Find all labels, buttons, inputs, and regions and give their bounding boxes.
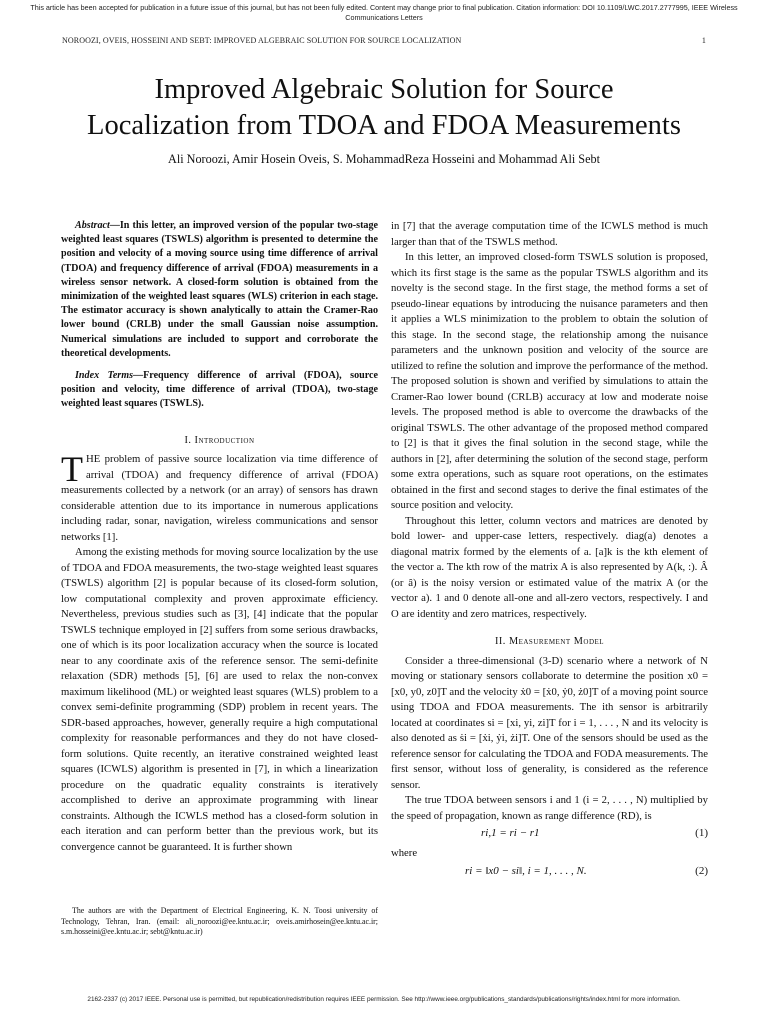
index-terms-lead: Index Terms (75, 370, 134, 382)
intro-paragraph-1-text: HE problem of passive source localization via time difference of arrival (TDOA) and frequency difference of arrival (FDOA) measurements collected by a network (or an array) of sensors has drawn considerable attention due to its importance in numerous applications including radar, sonar, navigation, wireless communications and sensor networks [1]. (61, 453, 378, 543)
right-column (391, 219, 708, 882)
model-paragraph-2: The true TDOA between sensors i and 1 (i = 2, . . . , N) multiplied by the speed of propagation, known as range difference (RD), is (391, 794, 708, 822)
where-text: where (391, 847, 418, 859)
equation-1-expression: ri,1 = ri − r1 (481, 827, 540, 839)
publication-notice: This article has been accepted for publication in a future issue of this journal, but has not been fully edited. Content may change prior to final publication. Citation information: DOI 10.1109/LWC.2017.2777995, IEEE Wireless Communications Letters (30, 3, 738, 22)
equation-2-number: (2) (695, 864, 708, 877)
equation-2 (391, 862, 708, 882)
abstract-lead: Abstract (75, 220, 110, 231)
abstract (61, 219, 378, 361)
section-heading-introduction: I. Introduction (184, 434, 255, 446)
author-list: Ali Noroozi, Amir Hosein Oveis, S. MohammadReza Hosseini and Mohammad Ali Sebt (168, 152, 600, 166)
index-terms-text: —Frequency difference of arrival (FDOA), source position and velocity, time difference of arrival (TDOA), two-stage weighted least squares (TSWLS). (61, 370, 378, 410)
paper-title (20, 72, 748, 144)
section-heading-measurement-model: II. Measurement Model (494, 636, 605, 647)
index-terms (61, 369, 378, 412)
running-header-text: NOROOZI, OVEIS, HOSSEINI AND SEBT: IMPROVED ALGEBRAIC SOLUTION FOR SOURCE LOCALIZATION (62, 36, 462, 45)
notation-paragraph: Throughout this letter, column vectors and matrices are denoted by bold lower- and upper-case letters, respectively. diag(a) denotes a diagonal matrix formed by the elements of a. [a]k is the kth element of the vector a. The kth row of the matrix A is also represented by A(k, :). Â (or â) is the noisy version or estimated value of the matrix A (or the vector a). 1 and 0 denote all-one and all-zero vectors, respectively. I and O are identity and zero matrices, respectively. (391, 514, 708, 620)
running-header (62, 36, 706, 45)
title-line-1: Improved Algebraic Solution for Source (154, 74, 614, 105)
right-paragraph-1: in [7] that the average computation time of the ICWLS method is much larger than that of the TSWLS method. (391, 220, 708, 248)
equation-1 (391, 824, 708, 844)
intro-paragraph-1 (61, 449, 378, 545)
equation-1-number: (1) (695, 827, 708, 839)
drop-cap: T (61, 449, 83, 490)
author-footnote: The authors are with the Department of Electrical Engineering, K. N. Toosi university of Technology, Tehran, Iran. (email: ali_noroozi@ee.kntu.ac.ir; oveis.amirhosein@ee.kntu.ac.ir; s.m.hosseini@ee.kntu.ac.ir; sebt@kntu.ac.ir) (61, 906, 378, 937)
equation-2-expression: ri = ‖x0 − si‖, i = 1, . . . , N. (465, 864, 587, 877)
page-number: 1 (701, 36, 706, 45)
title-line-2: Localization from TDOA and FDOA Measurements (87, 110, 681, 141)
intro-paragraph-2: Among the existing methods for moving source localization by the use of TDOA and FDOA measurements, the two-stage weighted least squares (TSWLS) algorithm [2] is popular because of its closed-form solution, low computational complexity and proven approximate efficiency. Nevertheless, previous studies such as [3], [4] indicate that the popular TSWLS technique employed in [2] suffers from some serious drawbacks, one of which is its poor localization accuracy when the source is located near to any coordinate axis of the reference sensor. The semi-definite relaxation (SDR) methods [5], [6] are used to relax the non-convex maximum likelihood (ML) or weighted least squares (WLS) problem to a convex semi-definite programming (SDP) problem in recent years. The SDR-based approaches, however, generally require a high computational complexity for reasonable performances and they do not have closed-form solutions. Quite recently, an iterative constrained weighted least squares (ICWLS) algorithm is presented in [7], in which a linearization procedure on the quadratic equality constraints is iteratively accomplished to derive an approximate programming with linear constraints. Although the ICWLS method has a closed-form solution in each iteration and can perform better than the previous work, but its convergence cannot be guaranteed. It is further shown (61, 546, 378, 853)
left-column (61, 219, 378, 855)
abstract-text: —In this letter, an improved version of the popular two-stage weighted least squares (TSWLS) algorithm is presented to determine the position and velocity of a moving source using time difference of arrival (TDOA) and frequency difference of arrival (FDOA) measurements in a wireless sensor network. A closed-form solution is obtained from the minimization of the weighted least squares (WLS) criterion in each stage. The estimator accuracy is shown analytically to attain the Cramer-Rao lower bound (CRLB) under the small Gaussian noise assumption. Numerical simulations are included to support and corroborate the theoretical developments. (61, 220, 378, 359)
copyright-notice: 2162-2337 (c) 2017 IEEE. Personal use is permitted, but republication/redistribution requires IEEE permission. See http://www.ieee.org/publications_standards/publications/rights/index.html for more information. (87, 996, 681, 1003)
model-paragraph-1: Consider a three-dimensional (3-D) scenario where a network of N moving or stationary sensors collaborate to determine the position x0 = [x0, y0, z0]T and the velocity ẋ0 = [ẋ0, ẏ0, ż0]T of a moving point source using TDOA and FDOA measurements. The ith sensor is arbitrarily located at coordinates si = [xi, yi, zi]T for i = 1, . . . , N and its velocity is also denoted as ṡi = [ẋi, ẏi, żi]T. One of the sensors should be used as the reference sensor for calculating the TDOA and FODA measurements. The first sensor, without loss of generality, is considered as the reference sensor. (391, 654, 708, 791)
right-paragraph-2: In this letter, an improved closed-form TSWLS solution is proposed, which its first stage is the same as the popular TSWLS algorithm and its novelty is the second stage. In the first stage, the method forms a set of pseudo-linear equations by introducing the nuisance parameters and then it applies a WLS minimization to the problem to obtain the solution of this stage. In the second stage, the relationship among the nuisance parameters and the unknown position and velocity of the source are utilized to refine the solution and improve the performance of the method. The proposed solution is shown and verified by simulations to attain the Cramer-Rao lower bound (CRLB) accuracy at low and moderate noise levels. The proposed method is able to overcome the drawbacks of the original TSWLS. The other advantage of the proposed method compared to [2] is that it gives the final solution in the second stage, while the authors in [2], after determining the solution of the second stage, perform some extra operations, such as square root operations, on the estimates obtained in the first and second stages to derive the final estimates of the source position and velocity. (391, 251, 708, 511)
